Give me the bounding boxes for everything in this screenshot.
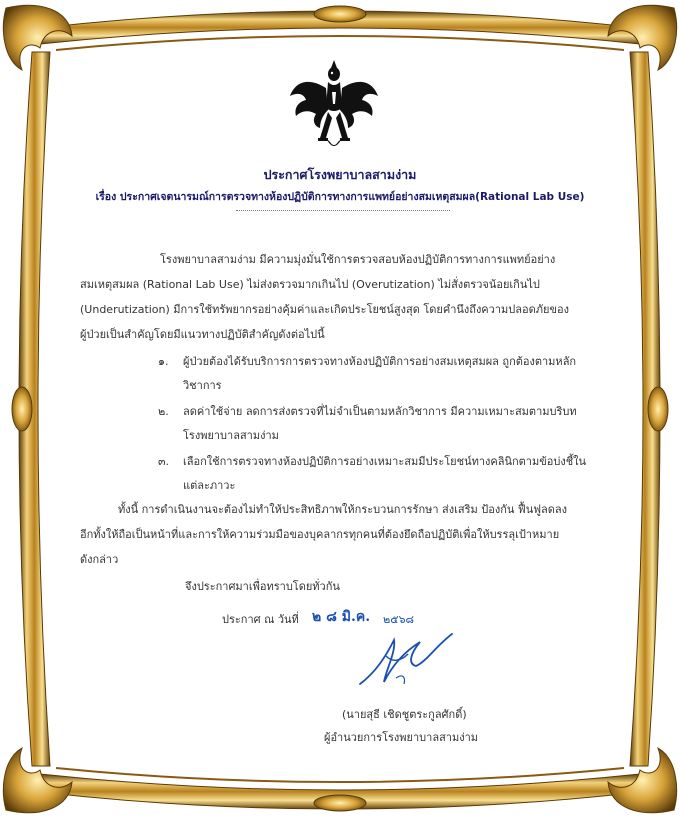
- document-title: ประกาศโรงพยาบาลสามง่าม: [263, 167, 417, 182]
- signer-position: ผู้อำนวยการโรงพยาบาลสามง่าม: [324, 731, 479, 744]
- closing-line-1: ทั้งนี้ การดำเนินงานจะต้องไม่ทำให้ประสิทธิภาพให้กระบวนการรักษา ส่งเสริม ป้องกัน ฟื้นฟูลดลง: [118, 503, 567, 516]
- item-2-number: ๒.: [158, 405, 169, 418]
- item-1-line-1: ผู้ป่วยต้องได้รับบริการการตรวจทางห้องปฏิบัติการอย่างสมเหตุสมผล ถูกต้องตามหลัก: [183, 355, 577, 368]
- item-2-line-2: โรงพยาบาลสามง่าม: [183, 429, 279, 442]
- intro-line-3: (Underutization) มีการใช้ทรัพยากรอย่างคุ้มค่าและเกิดประโยชน์สูงสุด โดยคำนึงถึงความปลอดภัยของ: [80, 303, 569, 316]
- item-3-line-2: แต่ละภาวะ: [183, 479, 236, 492]
- date-year: ๒๕๖๘: [383, 613, 415, 626]
- closing-line-3: ดังกล่าว: [80, 553, 119, 566]
- item-3-number: ๓.: [158, 455, 170, 468]
- garuda-emblem-icon: [288, 58, 380, 156]
- announce-line: จึงประกาศมาเพื่อทราบโดยทั่วกัน: [185, 580, 340, 593]
- signature-icon: [356, 626, 456, 692]
- dotted-divider: [236, 208, 450, 211]
- item-3-line-1: เลือกใช้การตรวจทางห้องปฏิบัติการอย่างเหมาะสมมีประโยชน์ทางคลินิกตามข้อบ่งชี้ใน: [183, 455, 587, 468]
- item-1-line-2: วิชาการ: [183, 379, 222, 392]
- item-2-line-1: ลดค่าใช้จ่าย ลดการส่งตรวจที่ไม่จำเป็นตามหลักวิชาการ มีความเหมาะสมตามบริบท: [183, 405, 577, 418]
- intro-line-2: สมเหตุสมผล (Rational Lab Use) ไม่ส่งตรวจมากเกินไป (Overutization) ไม่สั่งตรวจน้อยเกินไป: [80, 278, 540, 291]
- date-prefix: ประกาศ ณ วันที่: [222, 613, 299, 626]
- document-subject: เรื่อง ประกาศเจตนารมณ์การตรวจทางห้องปฏิบัติการทางการแพทย์อย่างสมเหตุสมผล(Rational Lab Use): [95, 191, 585, 203]
- closing-line-2: อีกทั้งให้ถือเป็นหน้าที่และการให้ความร่วมมือของบุคลากรทุกคนที่ต้องยึดถือปฏิบัติเพื่อให้บรรลุเป้าหมาย: [80, 528, 560, 541]
- intro-line-4: ผู้ป่วยเป็นสำคัญโดยมีแนวทางปฏิบัติสำคัญดังต่อไปนี้: [80, 328, 325, 341]
- item-1-number: ๑.: [158, 355, 169, 368]
- intro-line-1: โรงพยาบาลสามง่าม มีความมุ่งมั่นใช้การตรวจสอบห้องปฏิบัติการทางการแพทย์อย่าง: [160, 253, 556, 266]
- signer-name: (นายสุธี เชิดชูตระกูลศักดิ์): [342, 708, 467, 721]
- date-handwritten: ๒ ๘ มิ.ค.: [312, 609, 371, 625]
